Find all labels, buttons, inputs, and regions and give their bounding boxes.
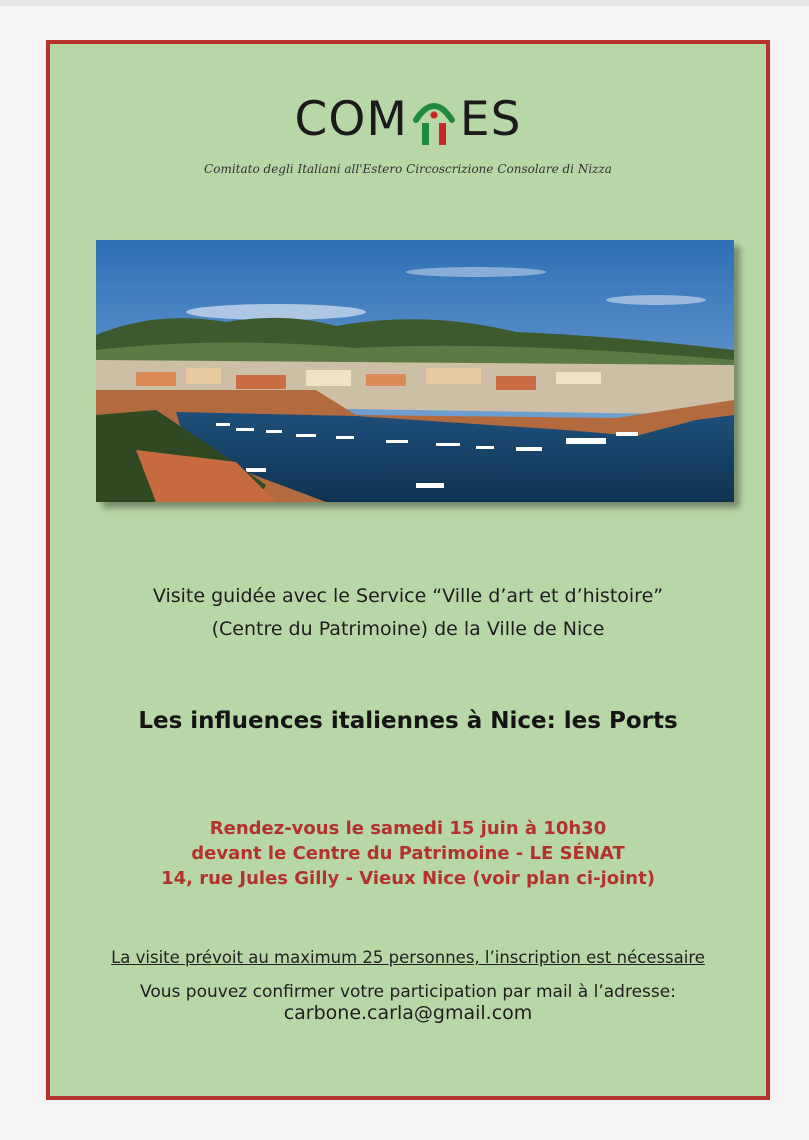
- confirm-line: Vous pouvez confirmer votre participation par mail à l’adresse:: [140, 982, 676, 1002]
- intro-line-1: Visite guidée avec le Service “Ville d’art et d’histoire”: [152, 585, 664, 607]
- committee-subtitle: Comitato degli Italiani all'Estero Circoscrizione Consolare di Nizza: [204, 162, 612, 176]
- harbor-photo: [96, 240, 734, 502]
- event-title: Les influences italiennes à Nice: les Ports: [138, 708, 678, 734]
- intro-line-2: (Centre du Patrimoine) de la Ville de Nice: [211, 618, 605, 640]
- rendezvous-line-2: devant le Centre du Patrimoine - LE SÉNAT: [191, 843, 625, 864]
- capacity-notice: La visite prévoit au maximum 25 personnes, l’inscription est nécessaire: [111, 948, 705, 967]
- intro-text: [50, 580, 766, 646]
- rendezvous-line-3: 14, rue Jules Gilly - Vieux Nice (voir plan ci-joint): [161, 868, 655, 889]
- logo-house-icon: [408, 90, 460, 150]
- harbor-panorama-image: [96, 240, 734, 502]
- rendezvous-info: [50, 816, 766, 891]
- top-edge: [0, 0, 809, 6]
- comites-logo: [50, 90, 766, 150]
- poster: [46, 40, 770, 1100]
- logo-text-right: ES: [459, 92, 522, 147]
- rendezvous-line-1: Rendez-vous le samedi 15 juin à 10h30: [209, 818, 607, 839]
- email-address[interactable]: carbone.carla@gmail.com: [283, 1002, 533, 1024]
- confirmation-info: [50, 982, 766, 1024]
- logo-text-left: COM: [294, 92, 408, 147]
